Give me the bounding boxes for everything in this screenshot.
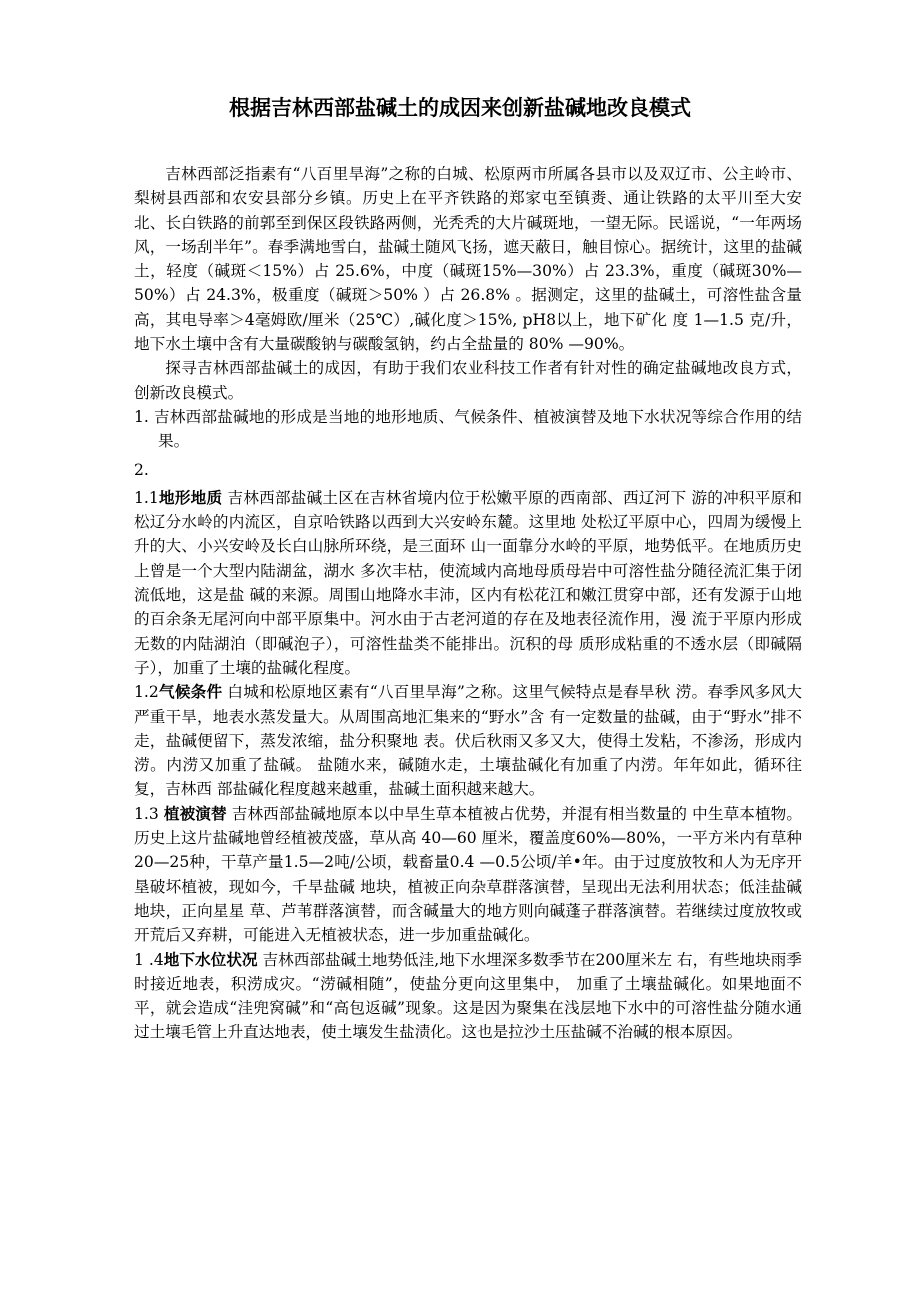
section-heading: 地形地质 — [158, 488, 223, 507]
list-item: 2. — [134, 460, 149, 479]
section-heading: 植被演替 — [163, 804, 227, 823]
section-1-4 — [134, 948, 802, 1045]
section-text: 白城和松原地区素有“八百里旱海”之称。这里气候特点是春旱秋 涝。春季风多风大严重干旱，地表水蒸发量大。从周围高地汇集来的“野水”含 有一定数量的盐碱，由于“野水”排不走，盐碱便留下，蒸发浓缩，盐分积聚地 表。伏后秋雨又多又大，使得土发粘，不渗汤，形成内涝。内涝又加重了盐碱。 盐随水来，碱随水走，土壤盐碱化有加重了内涝。年年如此，循环往复，吉林西 部盐碱化程度越来越重，盐碱土面积越来越大。 — [134, 683, 802, 799]
intro-paragraph: 探寻吉林西部盐碱土的成因，有助于我们农业科技工作者有针对性的确定盐碱地改良方式，创新改良模式。 — [134, 359, 802, 402]
section-text: 吉林西部盐碱土区在吉林省境内位于松嫩平原的西南部、西辽河下 游的冲积平原和松辽分水岭的内流区，自京哈铁路以西到大兴安岭东麓。这里地 处松辽平原中心，四周为缓慢上升的大、小兴安岭及长白山脉所环绕，是三面环 山一面靠分水岭的平原，地势低平。在地质历史上曾是一个大型内陆湖盆，湖水 多次丰枯，使流域内高地母质母岩中可溶性盐分随径流汇集于闭流低地，这是盐 碱的来源。周围山地降水丰沛，区内有松花江和嫩江贯穿中部，还有发源于山地 的百余条无尾河向中部平原集中。河水由于古老河道的存在及地表径流作用，漫 流于平原内形成无数的内陆湖泊（即碱泡子），可溶性盐类不能排出。沉积的母 质形成粘重的不透水层（即碱隔子），加重了土壤的盐碱化程度。 — [134, 488, 802, 677]
intro-paragraph: 吉林西部泛指素有“八百里旱海”之称的白城、松原两市所属各县市以及双辽市、公主岭市、梨树县西部和农安县部分乡镇。历史上在平齐铁路的郑家屯至镇赉、通让铁路的太平川至大安北、长白铁路的前郭至到保区段铁路两侧，光秃秃的大片碱斑地，一望无际。民谣说，“一年两场风，一场刮半年”。春季满地雪白，盐碱土随风飞扬，遮天蔽日，触目惊心。据统计，这里的盐碱土，轻度（碱斑＜15%）占 25.6%，中度（碱斑15%—30%）占 23.3%，重度（碱斑30%—50%）占 24.3%，极重度（碱斑＞50% ）占 26.8% 。据测定，这里的盐碱土，可溶性盐含量高，其电导率＞4毫姆欧/厘米（25℃）,碱化度＞15%, pH8以上，地下矿化 度 1—1.5 克/升，地下水土壤中含有大量碳酸钠与碳酸氢钠，约占全盐量的 80% —90%。 — [134, 165, 802, 354]
section-1-2 — [134, 680, 802, 801]
section-number: 1.1 — [134, 488, 159, 507]
section-heading: 地下水位状况 — [163, 950, 258, 969]
section-heading: 气候条件 — [158, 683, 223, 702]
list-item: 1. 吉林西部盐碱地的形成是当地的地形地质、气候条件、植被演替及地下水状况等综合作用的结果。 — [134, 407, 802, 451]
section-text: 吉林西部盐碱土地势低洼,地下水埋深多数季节在200厘米左 右，有些地块雨季时接近地表，积涝成灾。“涝碱相随”，使盐分更向这里集中， 加重了土壤盐碱化。如果地面不平，就会造成“洼兜窝碱”和“高包返碱”现象。这是因为聚集在浅层地下水中的可溶性盐分随水通过土壤毛管上升直达地表，使土壤发生盐渍化。这也是拉沙土压盐碱不治碱的根本原因。 — [134, 950, 802, 1042]
section-1-1 — [134, 486, 802, 680]
section-1-3 — [134, 802, 802, 948]
section-number: 1 .4 — [134, 950, 164, 969]
section-number: 1.3 — [134, 804, 164, 823]
section-text: 吉林西部盐碱地原本以中旱生草本植被占优势，并混有相当数量的 中生草本植物。历史上这片盐碱地曾经植被茂盛，草从高 40—60 厘米，覆盖度60%—80%，一平方米内有草种20—25种，干草产量1.5—2吨/公顷，载畜量0.4 —0.5公顷/羊•年。由于过度放牧和人为无序开垦破坏植被，现如今，千旱盐碱 地块，植被正向杂草群落演替，呈现出无法利用状态；低洼盐碱地块，正向星星 草、芦苇群落演替，而含碱量大的地方则向碱蓬子群落演替。若继续过度放牧或 开荒后又弃耕，可能进入无植被状态，进一步加重盐碱化。 — [134, 804, 802, 945]
document-body — [134, 162, 802, 1045]
section-number: 1.2 — [134, 683, 159, 702]
document-title: 根据吉林西部盐碱土的成因来创新盐碱地改良模式 — [229, 96, 691, 120]
